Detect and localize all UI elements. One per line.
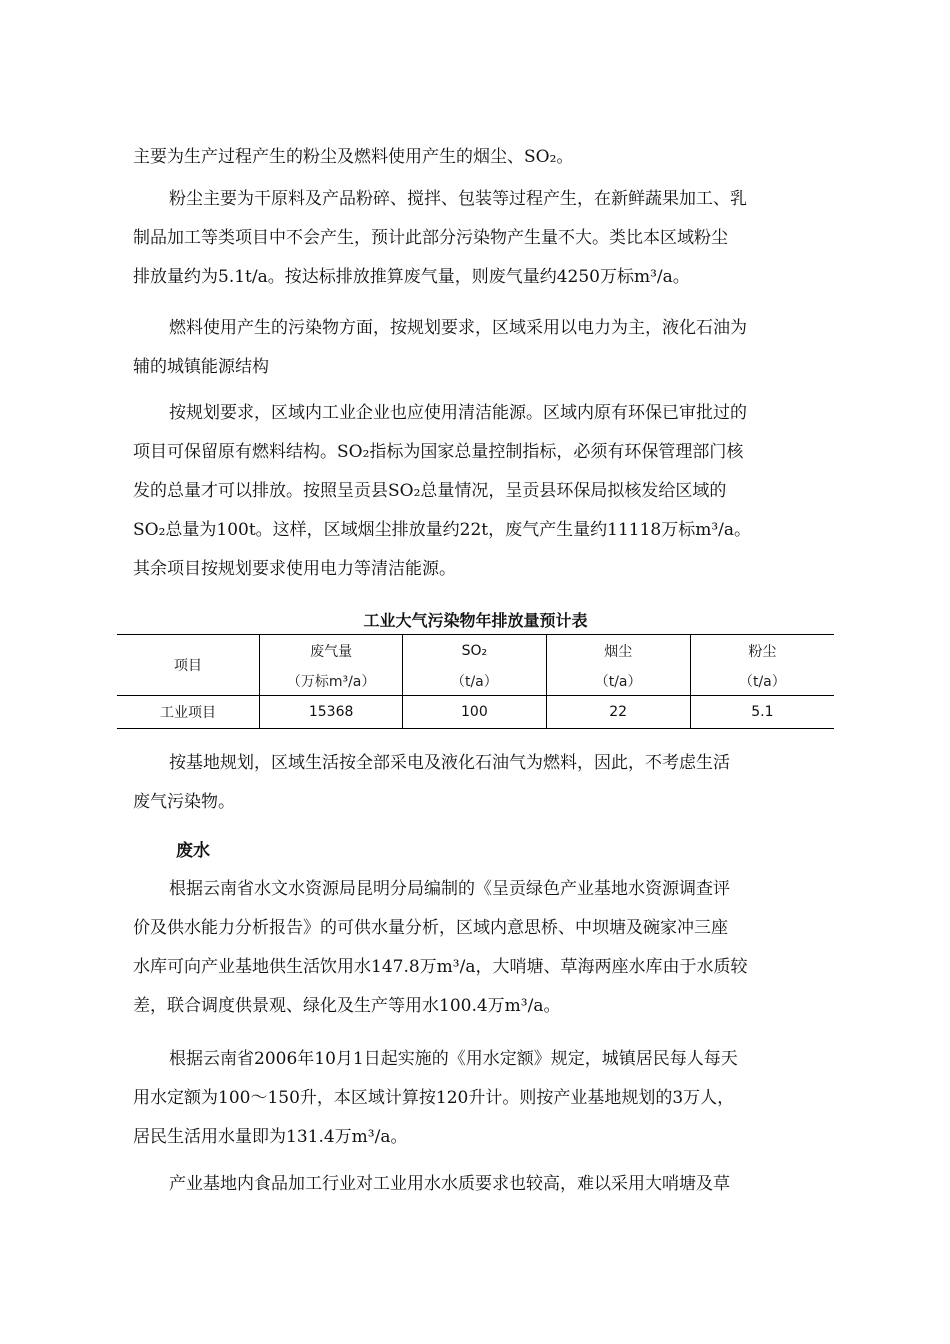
cell-dust: 5.1 — [690, 696, 834, 729]
paragraph-water-supply — [133, 870, 823, 1026]
cell-gas: 15368 — [260, 696, 403, 729]
text-line: 粉尘主要为干原料及产品粉碎、搅拌、包装等过程产生，在新鲜蔬果加工、乳 — [169, 189, 747, 209]
text-line: 发的总量才可以排放。按照呈贡县SO₂总量情况，呈贡县环保局拟核发给区域的 — [133, 481, 727, 501]
table-title: 工业大气污染物年排放量预计表 — [363, 611, 588, 630]
text-line: 排放量约为5.1t/a。按达标排放推算废气量，则废气量约4250万标m³/a。 — [133, 267, 690, 287]
text-line: 按规划要求，区域内工业企业也应使用清洁能源。区域内原有环保已审批过的 — [169, 403, 747, 423]
section-heading-wastewater: 废水 — [176, 841, 210, 861]
header-smoke: 烟尘 — [546, 635, 690, 668]
text-line: 其余项目按规划要求使用电力等清洁能源。 — [133, 559, 456, 579]
text-line: 项目可保留原有燃料结构。SO₂指标为国家总量控制指标，必须有环保管理部门核 — [133, 442, 744, 462]
header-dust-unit: （t/a） — [690, 667, 834, 696]
header-dust: 粉尘 — [690, 635, 834, 668]
text-line: 差，联合调度供景观、绿化及生产等用水100.4万m³/a。 — [133, 996, 561, 1016]
header-smoke-unit: （t/a） — [546, 667, 690, 696]
cell-smoke: 22 — [546, 696, 690, 729]
paragraph-water-quota — [133, 1040, 823, 1157]
text-line: 主要为生产过程产生的粉尘及燃料使用产生的烟尘、SO₂。 — [133, 147, 574, 167]
header-gas-unit: （万标m³/a） — [260, 667, 403, 696]
text-line: 产业基地内食品加工行业对工业用水水质要求也较高，难以采用大哨塘及草 — [169, 1174, 730, 1194]
text-line: 用水定额为100～150升，本区域计算按120升计。则按产业基地规划的3万人， — [133, 1088, 735, 1108]
text-line: 按基地规划，区域生活按全部采电及液化石油气为燃料，因此，不考虑生活 — [169, 753, 730, 773]
header-gas: 废气量 — [260, 635, 403, 668]
paragraph-fuel — [133, 309, 823, 387]
emission-table — [117, 634, 834, 729]
header-item: 项目 — [174, 658, 202, 674]
text-line: 居民生活用水量即为131.4万m³/a。 — [133, 1127, 408, 1147]
paragraph-industrial-water — [133, 1165, 823, 1204]
text-line: 制品加工等类项目中不会产生，预计此部分污染物产生量不大。类比本区域粉尘 — [133, 228, 728, 248]
text-line: 根据云南省水文水资源局昆明分局编制的《呈贡绿色产业基地水资源调查评 — [169, 879, 730, 899]
text-line: 废气污染物。 — [133, 792, 235, 812]
text-line: SO₂总量为100t。这样，区域烟尘排放量约22t，废气产生量约11118万标m³/a。 — [133, 520, 752, 540]
paragraph-so2 — [133, 394, 823, 589]
table-row — [117, 696, 834, 729]
paragraph-dust — [133, 180, 823, 297]
cell-item: 工业项目 — [160, 705, 216, 721]
cell-so2: 100 — [403, 696, 546, 729]
header-so2-unit: （t/a） — [403, 667, 546, 696]
text-line: 辅的城镇能源结构 — [133, 357, 269, 377]
header-so2: SO₂ — [403, 635, 546, 668]
paragraph-emission-sources — [133, 138, 823, 177]
text-line: 根据云南省2006年10月1日起实施的《用水定额》规定，城镇居民每人每天 — [169, 1049, 738, 1069]
text-line: 水库可向产业基地供生活饮用水147.8万m³/a，大哨塘、草海两座水库由于水质较 — [133, 957, 748, 977]
text-line: 价及供水能力分析报告》的可供水量分析，区域内意思桥、中坝塘及碗家冲三座 — [133, 918, 728, 938]
text-line: 燃料使用产生的污染物方面，按规划要求，区域采用以电力为主，液化石油为 — [169, 318, 747, 338]
paragraph-living-gas — [133, 744, 823, 822]
